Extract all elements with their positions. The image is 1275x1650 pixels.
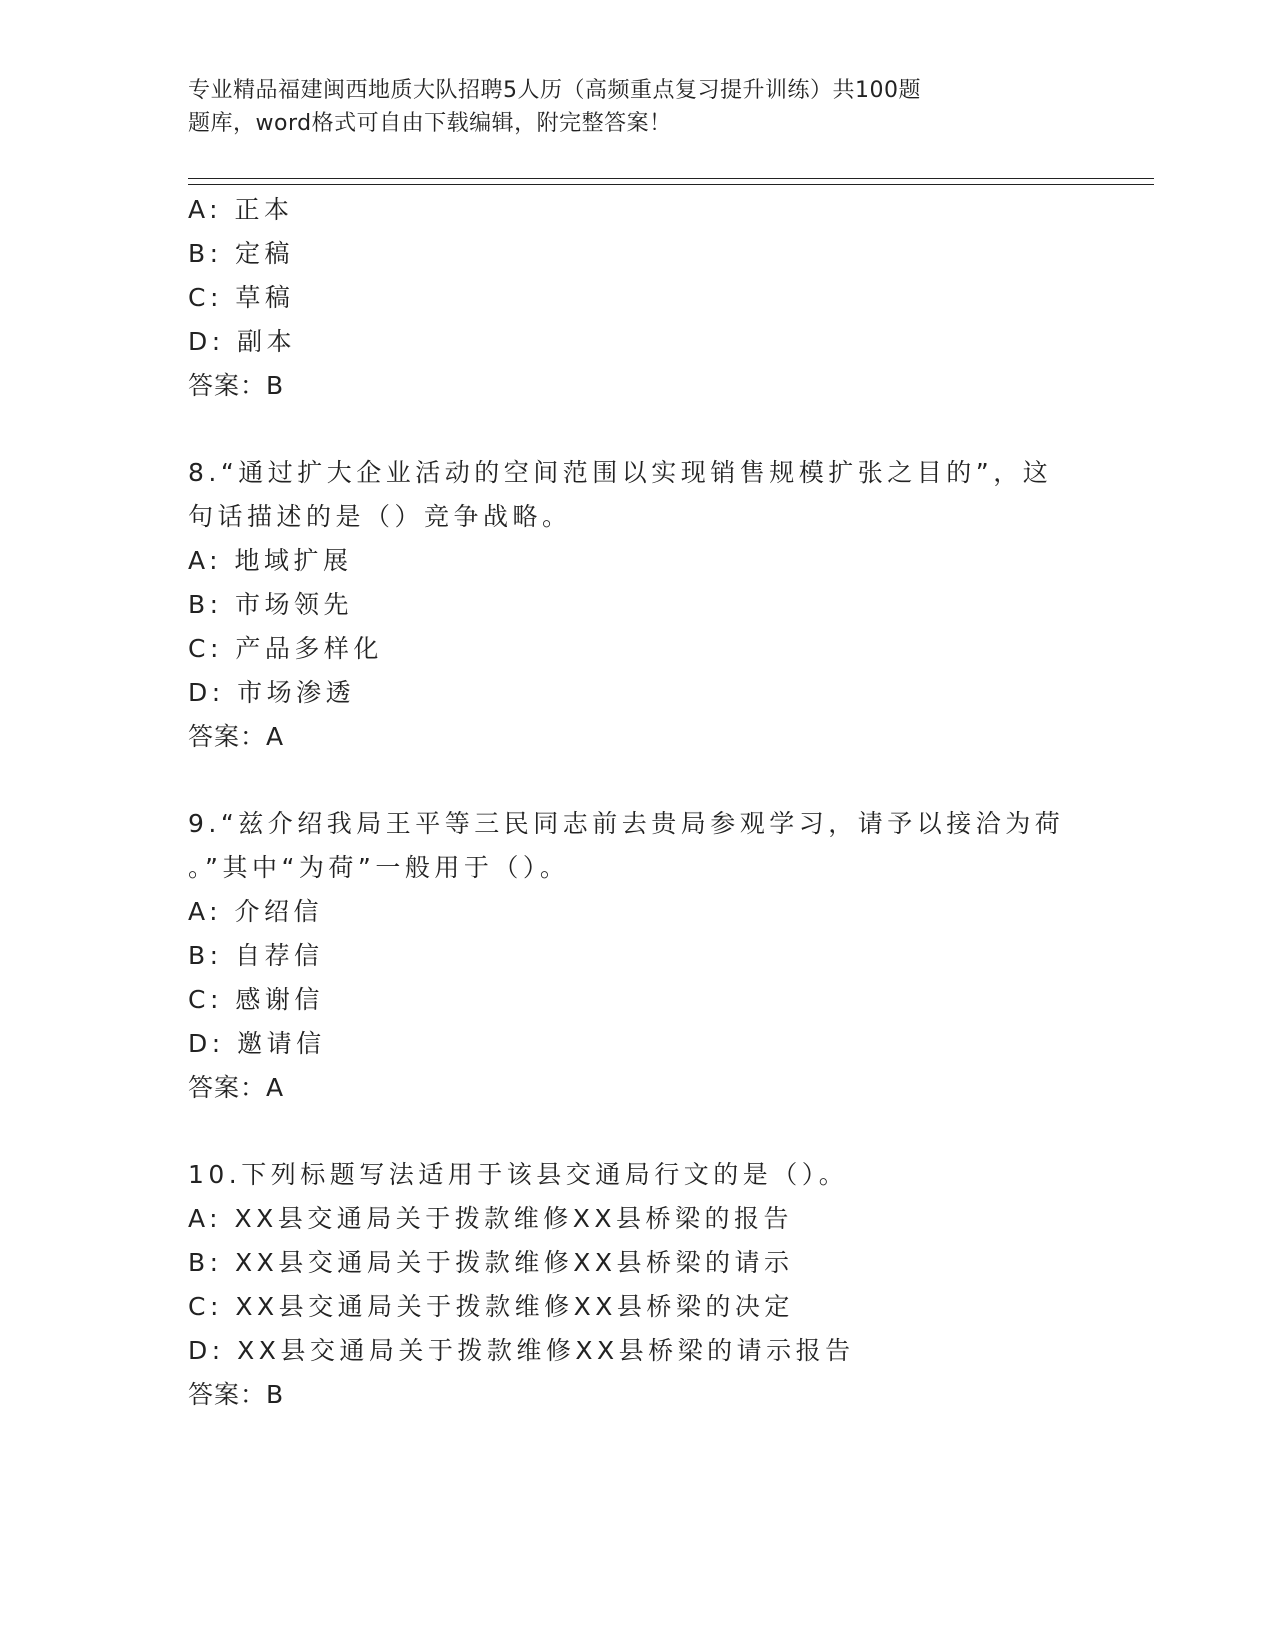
option-d: D: XX县交通局关于拨款维修XX县桥梁的请示报告 [188, 1336, 855, 1365]
question-stem-line-1: 9.“兹介绍我局王平等三民同志前去贵局参观学习，请予以接洽为荷 [188, 809, 1065, 838]
document-header [188, 74, 1028, 140]
option-a: A: XX县交通局关于拨款维修XX县桥梁的报告 [188, 1204, 794, 1233]
option-a: A: 介绍信 [188, 897, 324, 926]
header-divider-top [188, 178, 1154, 179]
option-d: D: 副本 [188, 327, 297, 356]
option-b: B: 定稿 [188, 239, 295, 268]
question-stem-line-1: 10.下列标题写法适用于该县交通局行文的是（）。 [188, 1160, 849, 1189]
option-c: C: 草稿 [188, 283, 295, 312]
header-divider-bottom [188, 184, 1154, 185]
option-a: A: 正本 [188, 195, 294, 224]
question-stem-line-2: 。”其中“为荷”一般用于（）。 [188, 853, 570, 882]
question-stem-line-1: 8.“通过扩大企业活动的空间范围以实现销售规模扩张之目的”，这 [188, 458, 1053, 487]
option-a: A: 地域扩展 [188, 546, 353, 575]
option-d: D: 邀请信 [188, 1029, 326, 1058]
answer: 答案：B [188, 1380, 285, 1409]
option-b: B: 自荐信 [188, 941, 324, 970]
question-stem-line-2: 句话描述的是（）竞争战略。 [188, 502, 572, 531]
answer: 答案：B [188, 371, 285, 400]
header-line-2: 题库，word格式可自由下载编辑，附完整答案！ [188, 111, 672, 136]
answer: 答案：A [188, 1073, 285, 1102]
option-c: C: XX县交通局关于拨款维修XX县桥梁的决定 [188, 1292, 794, 1321]
header-line-1: 专业精品福建闽西地质大队招聘5人历（高频重点复习提升训练）共100题 [188, 78, 921, 103]
option-b: B: 市场领先 [188, 590, 354, 619]
option-c: C: 感谢信 [188, 985, 324, 1014]
option-d: D: 市场渗透 [188, 678, 356, 707]
answer: 答案：A [188, 722, 285, 751]
option-b: B: XX县交通局关于拨款维修XX县桥梁的请示 [188, 1248, 794, 1277]
option-c: C: 产品多样化 [188, 634, 383, 663]
